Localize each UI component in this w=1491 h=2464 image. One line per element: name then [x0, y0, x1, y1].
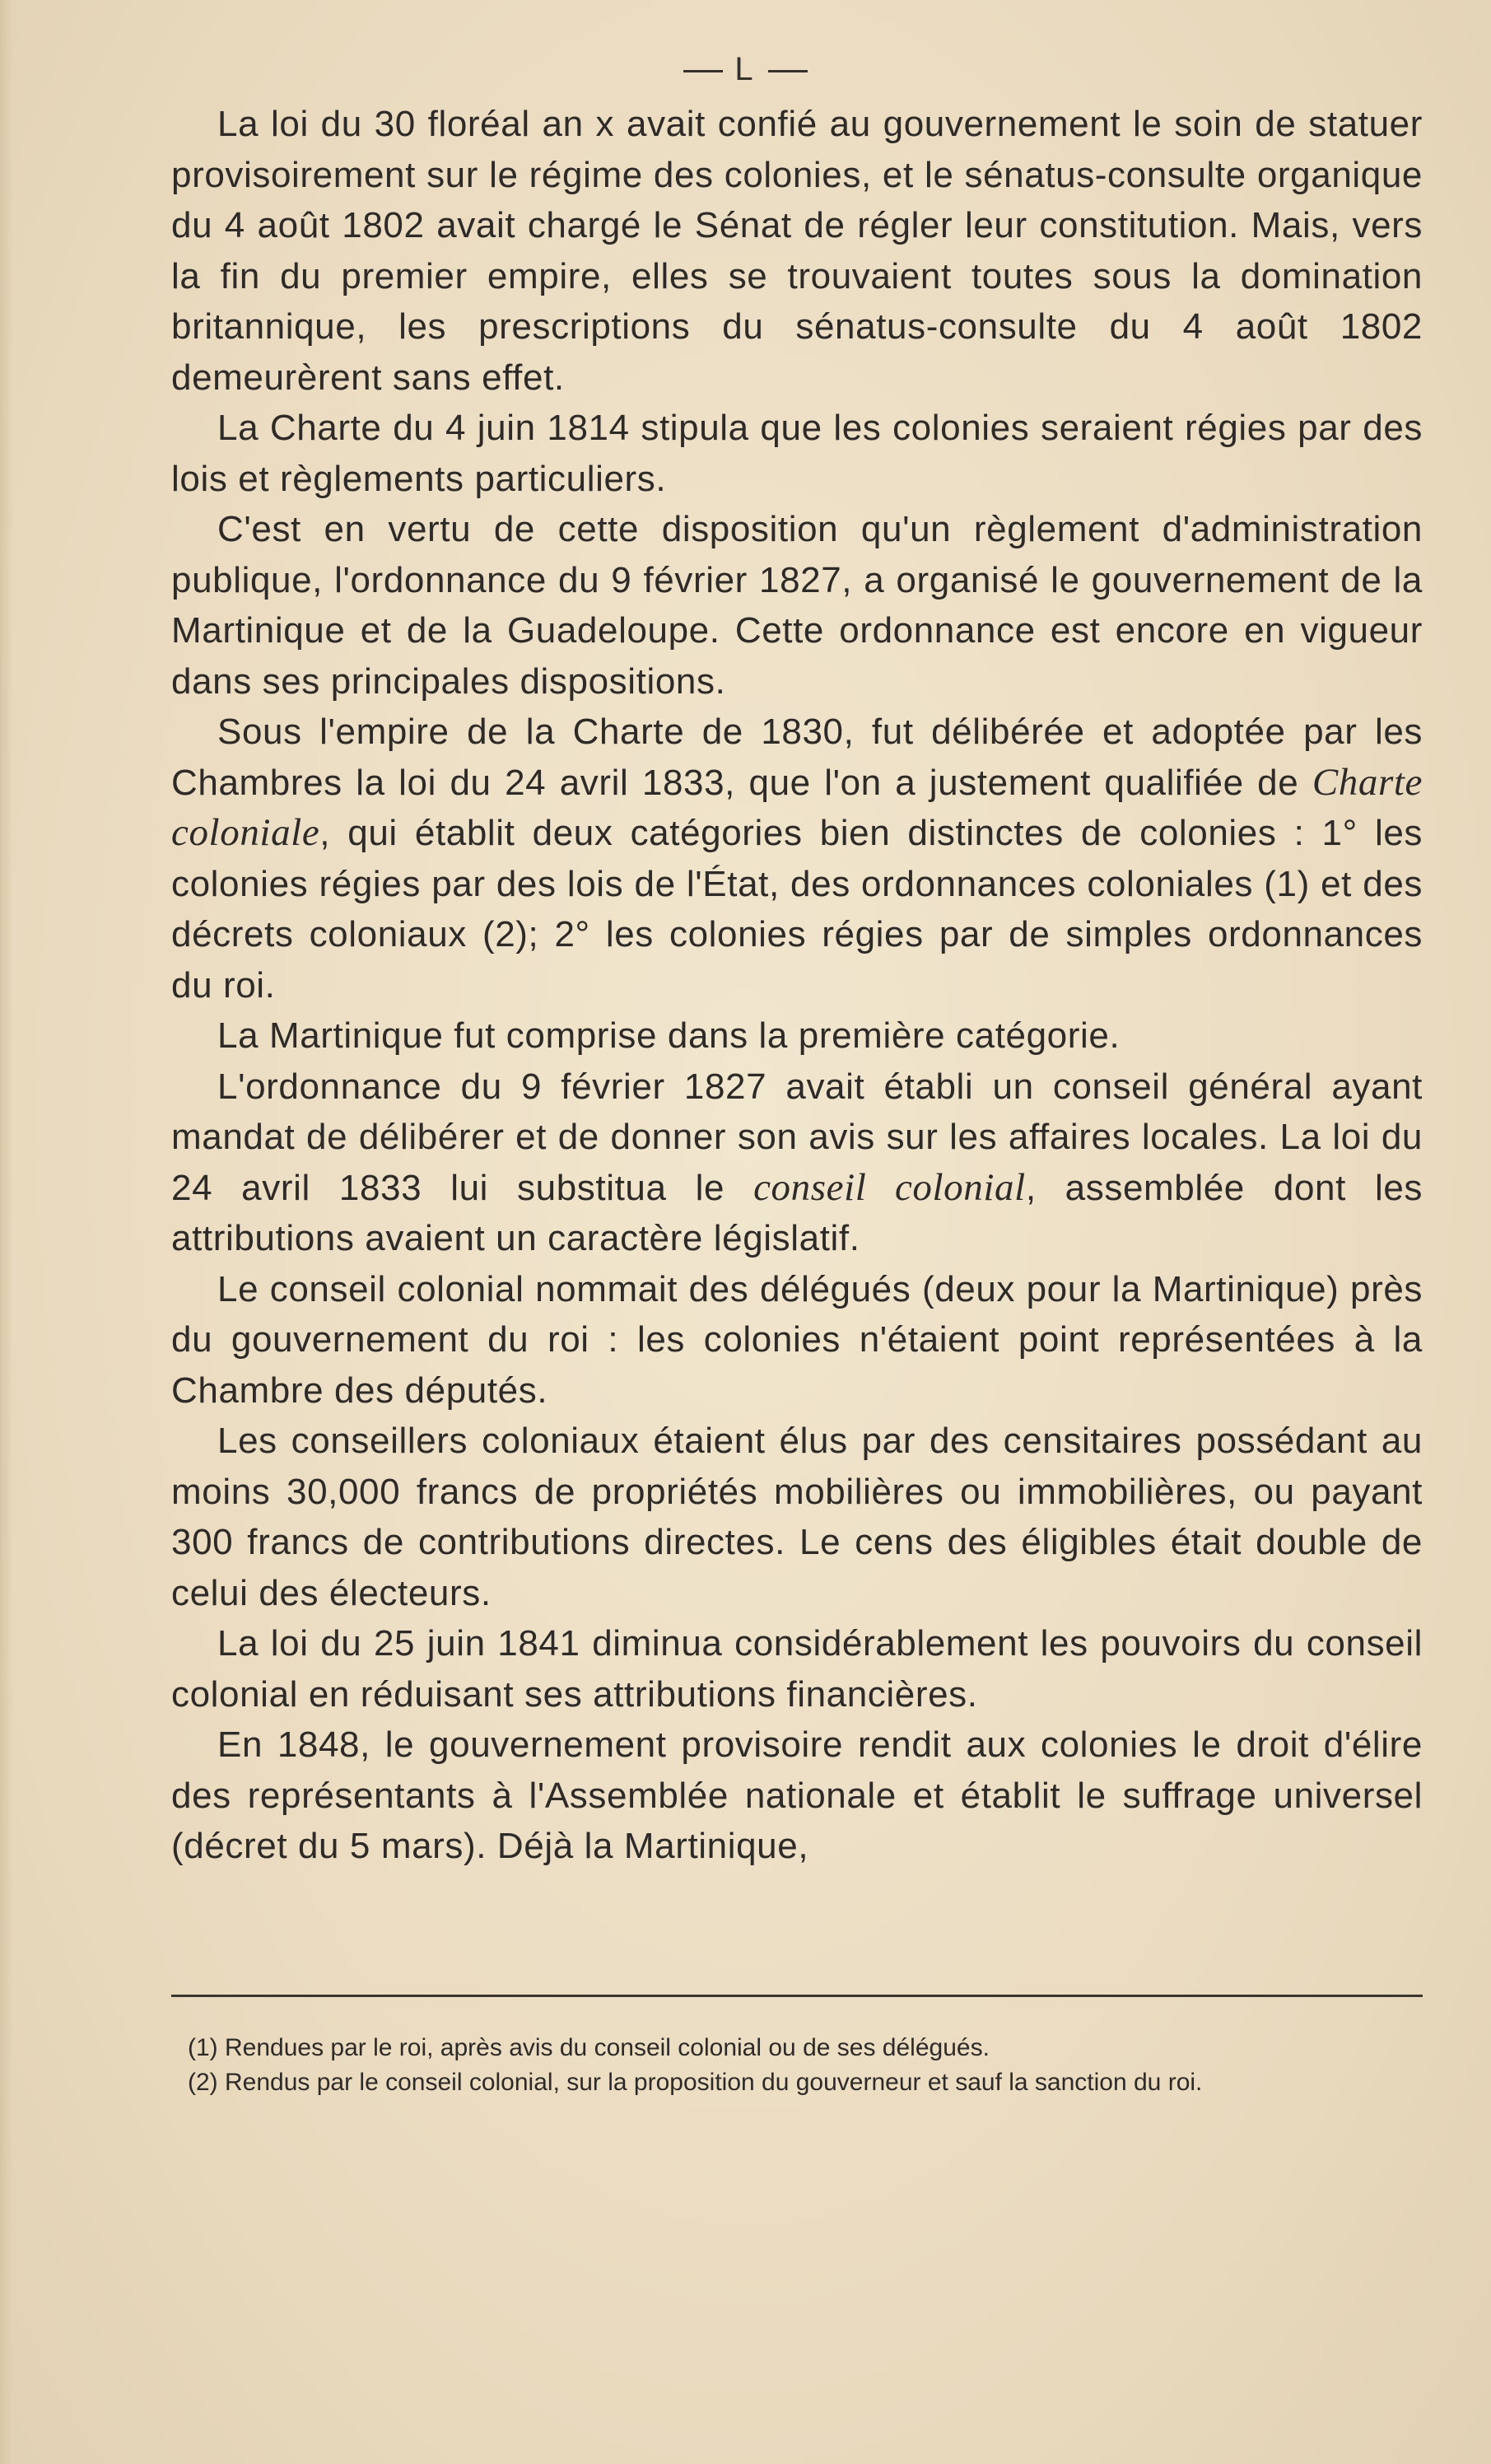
page-number-dash-right [768, 70, 808, 72]
paragraph-6-emphasis: conseil colonial [753, 1165, 1026, 1209]
paragraph-4-text-after: , qui établit deux catégories bien distinctes de colonies : 1° les colonies régies par des lois de l'État, des ordonnances coloniales (1) et des décrets coloniaux (2); 2° les colonies régies par de simples ordonnances du roi. [171, 813, 1423, 1006]
paragraph-6-text-before: L'ordonnance du 9 février 1827 avait établi un conseil général ayant mandat de délibérer et de donner son avis sur les affaires locales. La loi du 24 avril 1833 lui substitua le [171, 1066, 1423, 1208]
paragraph-2: La Charte du 4 juin 1814 stipula que les colonies seraient régies par des lois et règlements particuliers. [171, 408, 1423, 499]
paragraph-4-emphasis: Charte coloniale [171, 760, 1423, 854]
paragraph-9: La loi du 25 juin 1841 diminua considérablement les pouvoirs du conseil colonial en réduisant ses attributions financières. [171, 1623, 1423, 1715]
page-number [0, 51, 1491, 88]
paragraph-6 [171, 1062, 1423, 1264]
footnote-1: (1) Rendues par le roi, après avis du conseil colonial ou de ses délégués. [188, 2034, 990, 2061]
paragraph-4-text-before: Sous l'empire de la Charte de 1830, fut délibérée et adoptée par les Chambres la loi du 24 avril 1833, que l'on a justement qualifiée de [171, 712, 1423, 803]
paragraph-8: Les conseillers coloniaux étaient élus par des censitaires possédant au moins 30,000 francs de propriétés mobilières ou immobilières, ou payant 300 francs de contributions directes. Le cens des éligibles était double de celui des électeurs. [171, 1421, 1423, 1613]
footnotes [171, 2032, 1423, 2102]
paragraph-3: C'est en vertu de cette disposition qu'un règlement d'administration publique, l'ordonnance du 9 février 1827, a organisé le gouvernement de la Martinique et de la Guadeloupe. Cette ordonnance est encore en vigueur dans ses principales dispositions. [171, 509, 1423, 702]
paragraph-1: La loi du 30 floréal an x avait confié au gouvernement le soin de statuer provisoirement sur le régime des colonies, et le sénatus-consulte organique du 4 août 1802 avait chargé le Sénat de régler leur constitution. Mais, vers la fin du premier empire, elles se trouvaient toutes sous la domination britannique, les prescriptions du sénatus-consulte du 4 août 1802 demeurèrent sans effet. [171, 104, 1423, 398]
paragraph-4 [171, 707, 1423, 1010]
page-number-dash-left [683, 70, 723, 72]
footnote-separator [171, 1995, 1423, 1997]
footnote-2: (2) Rendus par le conseil colonial, sur la proposition du gouverneur et sauf la sanction du roi. [188, 2069, 1203, 2096]
page-number-label: L [734, 51, 757, 87]
paragraph-10: En 1848, le gouvernement provisoire rendit aux colonies le droit d'élire des représentants à l'Assemblée nationale et établit le suffrage universel (décret du 5 mars). Déjà la Martinique, [171, 1724, 1423, 1866]
paragraph-7: Le conseil colonial nommait des délégués (deux pour la Martinique) près du gouvernement du roi : les colonies n'étaient point représentées à la Chambre des députés. [171, 1268, 1423, 1411]
paragraph-6-text-after: , assemblée dont les attributions avaient un caractère législatif. [171, 1167, 1423, 1258]
paragraph-5: La Martinique fut comprise dans la première catégorie. [217, 1015, 1121, 1056]
main-text [171, 99, 1423, 1872]
page-binding-edge [0, 0, 13, 2464]
